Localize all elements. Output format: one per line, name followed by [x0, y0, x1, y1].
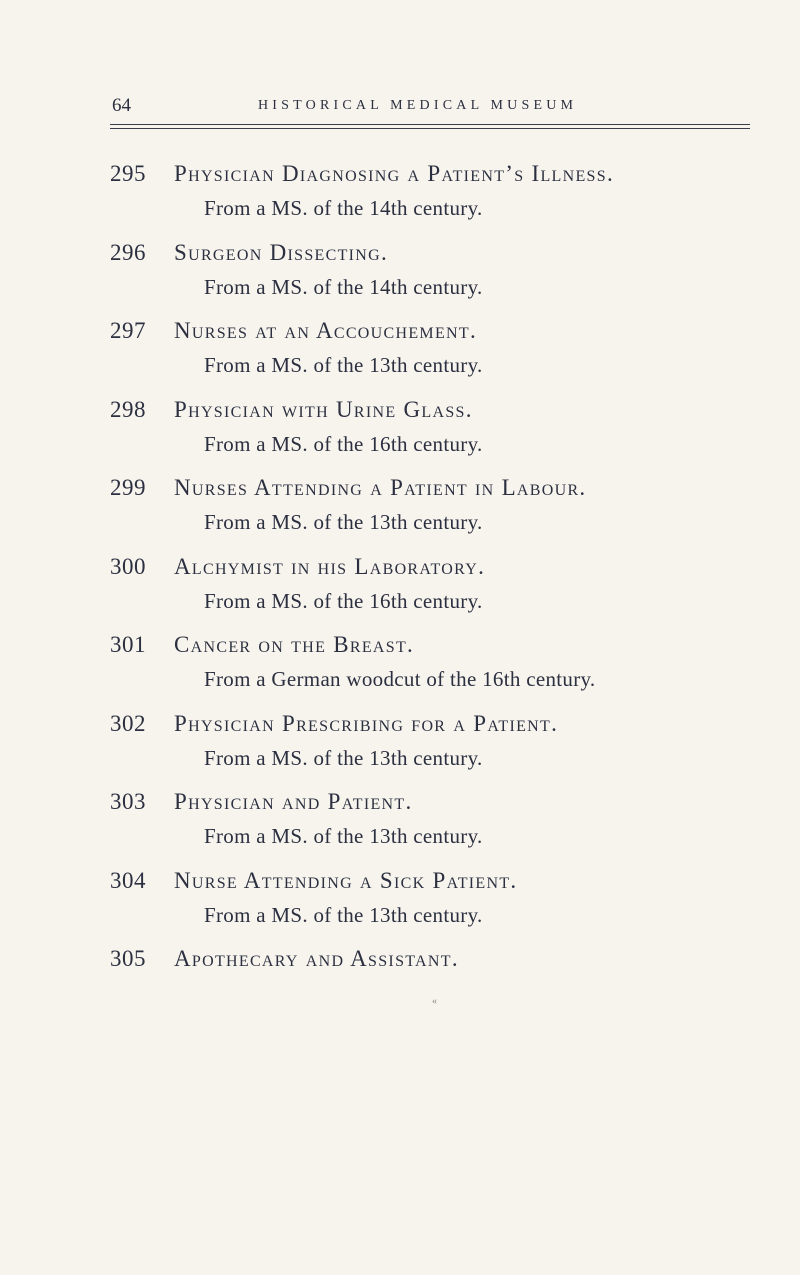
catalogue-entry [0, 395, 800, 474]
entry-number: 295 [110, 161, 146, 186]
entry-number: 299 [110, 475, 146, 500]
entry-source: From a German woodcut of the 16th century. [204, 667, 596, 691]
catalogue-entry [0, 473, 800, 552]
catalogue-entry [0, 866, 800, 945]
catalogue-entries [0, 159, 800, 1023]
catalogue-entry [0, 159, 800, 238]
catalogue-entry [0, 709, 800, 788]
entry-title: Surgeon Dissecting. [174, 239, 389, 265]
entry-title: Nurse Attending a Sick Patient. [174, 867, 518, 893]
entry-title: Physician with Urine Glass. [174, 396, 473, 422]
catalogue-entry [0, 630, 800, 709]
header-rule-top [110, 124, 750, 125]
page-number: 64 [112, 95, 131, 116]
entry-title: Alchymist in his Laboratory. [174, 553, 486, 579]
entry-number: 300 [110, 553, 146, 579]
catalogue-entry [0, 552, 800, 631]
entry-title: Physician Prescribing for a Patient. [174, 710, 559, 736]
entry-source: From a MS. of the 14th century. [204, 196, 483, 220]
entry-source: From a MS. of the 13th century. [204, 353, 483, 377]
running-head: HISTORICAL MEDICAL MUSEUM [258, 98, 578, 113]
entry-title: Physician Diagnosing a Patient’s Illness. [174, 161, 614, 186]
catalogue-entry [0, 316, 800, 395]
entry-title: Physician and Patient. [174, 789, 413, 814]
entry-source: From a MS. of the 13th century. [204, 510, 483, 534]
entry-number: 305 [110, 946, 146, 971]
entry-title: Nurses Attending a Patient in Labour. [174, 475, 587, 500]
catalogue-entry [0, 787, 800, 866]
entry-number: 304 [110, 867, 146, 893]
entry-number: 298 [110, 396, 146, 422]
header-rule-bottom [110, 128, 750, 129]
entry-number: 303 [110, 789, 146, 814]
entry-title: Nurses at an Accouchement. [174, 318, 477, 343]
entry-source: From a MS. of the 16th century. [204, 431, 483, 456]
entry-source: From a MS. of the 13th century. [204, 824, 483, 848]
entry-number: 301 [110, 632, 146, 657]
entry-title: Apothecary and Assistant. [174, 946, 459, 971]
entry-number: 302 [110, 710, 146, 736]
stray-ink-mark: « [432, 996, 437, 1007]
catalogue-entry [0, 238, 800, 317]
entry-source: From a MS. of the 13th century. [204, 902, 483, 927]
entry-source: From a MS. of the 14th century. [204, 274, 483, 299]
entry-source: From a MS. of the 13th century. [204, 745, 483, 770]
entry-number: 297 [110, 318, 146, 343]
entry-source: From a MS. of the 16th century. [204, 588, 483, 613]
entry-number: 296 [110, 239, 146, 265]
catalogue-entry [0, 944, 800, 1023]
entry-title: Cancer on the Breast. [174, 632, 415, 657]
